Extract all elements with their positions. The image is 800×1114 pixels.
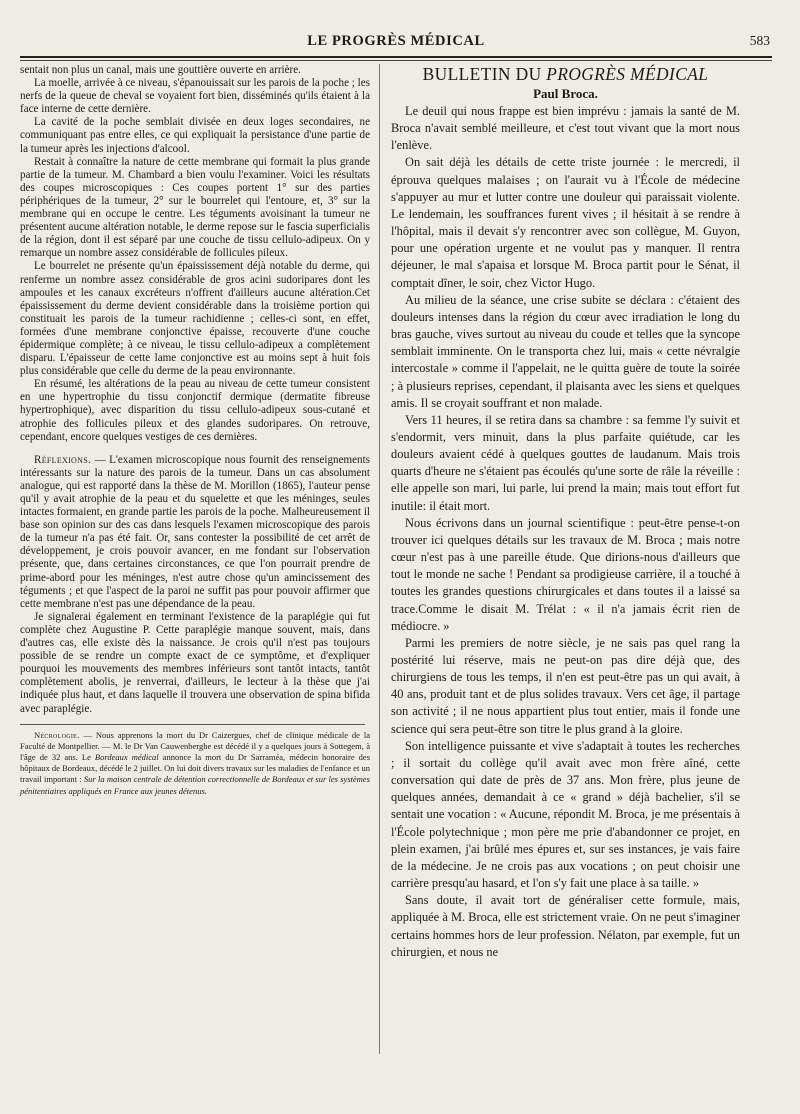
footnote-rule bbox=[20, 724, 365, 725]
column-divider bbox=[379, 64, 380, 1054]
bulletin-prefix: BULLETIN DU bbox=[422, 64, 547, 84]
necrologie-text-1: — Nous apprenons la mort du Dr Caizergues, chef de clinique médicale de la Faculté de Montpellier. — M. le Dr Van Cauwenberghe est décédé il y a quelques jours à Sottegem, à l'âge de 32 ans. Le bbox=[20, 729, 370, 762]
running-title: LE PROGRÈS MÉDICAL bbox=[307, 33, 485, 49]
paragraph: Je signalerai également en terminant l'existence de la paraplégie qui fut complète chez Augustine P. Cette paraplégie manque souvent, mais, dans d'autres cas, elle existe dès la naissance. Je crois qu'il n'est pas toujours possible de se rendre un compte exact de ce symptôme, et d'expliquer pourquoi les mouvements des membres inférieurs sont tantôt intacts, tantôt complètement abolis, je renverrai, d'ailleurs, le lecteur à la thèse que j'ai indiquée plus haut, et dans laquelle il trouvera une observation de spina bifida avec paraplégie. bbox=[20, 610, 370, 715]
header-rule bbox=[20, 56, 772, 61]
necrologie-work: Sur la maison centrale de détention correctionnelle de Bordeaux et sur les systèmes pénitentiaires appliqués en France aux jeunes détenus. bbox=[20, 774, 370, 796]
paragraph: Restait à connaître la nature de cette membrane qui formait la plus grande partie de la tumeur. M. Chambard a bien voulu l'examiner. Voici les résultats des coupes microscopiques : Ces coupes portent 1° sur des parties périphériques de la tumeur, 2° sur le bourrelet qui l'entoure, et, 3° sur la membrane qui en occupe le centre. Les téguments avoisinant la tumeur ne présentent aucune altération notable, le derme repose sur le fascia superficialis de la région, dont il est séparé par une couche de tissu cellulo-adipeux. On y remarque un nombre assez considérable de follicules pileux. bbox=[20, 155, 370, 260]
left-column bbox=[20, 64, 370, 797]
reflexions-label: Réflexions. bbox=[34, 453, 92, 466]
paragraph: Le deuil qui nous frappe est bien imprévu : jamais la santé de M. Broca n'avait semblé meilleure, et c'est tout vivant que la mort nous l'enlève. bbox=[391, 104, 740, 153]
necrologie-journal: Bordeaux médical bbox=[94, 752, 159, 762]
section-gap bbox=[20, 444, 370, 454]
page-number: 583 bbox=[749, 33, 770, 48]
necrologie-note bbox=[20, 730, 370, 797]
necrologie-label: Nécrologie. bbox=[34, 729, 80, 740]
reflexions-paragraph bbox=[20, 454, 370, 611]
right-column bbox=[391, 64, 740, 961]
paragraph: Au milieu de la séance, une crise subite se déclara : c'étaient des douleurs intenses dans la région du cœur avec irradiation le long du bras gauche, vives surtout au niveau du coude et telles que la syncope semblait imminente. On le transporta chez lui, mais « cette névralgie intercostale » comme il l'appelait, ne le quitta guère de toute la soirée ; à plusieurs reprises, cependant, il plaisanta avec les siens et quelques amis. Il se croyait souffrant et non malade. bbox=[391, 292, 740, 410]
paragraph: La cavité de la poche semblait divisée en deux loges secondaires, ne communiquant pas entre elles, ce qui expliquait la persistance d'une partie de la tumeur après les injections d'alcool. bbox=[20, 116, 370, 155]
paragraph: En résumé, les altérations de la peau au niveau de cette tumeur consistent en une hypertrophie du tissu conjonctif dermique (dermatite fibreuse hypertrophique), avec disparition du tissu cellulo-adipeux sous-cutané et atrophie des follicules pileux et des glandes sudoripares. On retrouve, cependant, encore quelques vestiges de ces dernières. bbox=[20, 378, 370, 443]
bulletin-heading bbox=[391, 64, 740, 84]
paragraph: Sans doute, il avait tort de généraliser cette formule, mais, appliquée à M. Broca, elle est strictement vraie. On ne peut s'imaginer certains hommes hors de leur profession. Nélaton, par exemple, fut un chirurgien, et nous ne bbox=[391, 893, 740, 959]
paragraph: La moelle, arrivée à ce niveau, s'épanouissait sur les parois de la poche ; les nerfs de la queue de cheval se voyaient fort bien, disséminés qu'ils étaient à la face interne de cette dernière. bbox=[20, 77, 370, 116]
article-subheading: Paul Broca. bbox=[533, 86, 598, 101]
page-header bbox=[20, 30, 772, 54]
paragraph: On sait déjà les détails de cette triste journée : le mercredi, il éprouva quelques malaises ; on l'aurait vu à l'École de médecine s'appuyer au mur et lutter contre une douleur qui paraissait violente. Le lendemain, les souffrances furent vives ; il hésitait à se rendre à l'hôpital, mais il devait s'y rencontrer avec son collègue, M. Guyon, pour une opération urgente et ne voulut pas y manquer. Il rentra déjeuner, le mal s'apaisa et lorsque M. Broca partit pour le Sénat, il comptait dîner, le soir, chez Victor Hugo. bbox=[391, 155, 740, 290]
bulletin-journal: PROGRÈS MÉDICAL bbox=[546, 64, 709, 84]
necrologie-text-2: annonce la mort du Dr Sarraméa, médecin honoraire des hôpitaux de Bordeaux, décédé le 2 juillet. On lui doit divers travaux sur les maladies de l'enfance et un travail important : bbox=[20, 752, 371, 785]
paragraph: Le bourrelet ne présente qu'un épaississement déjà notable du derme, qui renferme un nombre assez considérable de gros acini sudoripares dont les ampoules et les canaux excréteurs n'offrent d'ailleurs aucune altération.Cet épaississement du derme devient considérable dans la troisième portion qui constituait les parois de la tumeur rachidienne ; celles-ci sont, en effet, formées d'une membrane conjonctive épaisse, recouverte d'une couche épidermique complète; à ce niveau, le tissu cellulo-adipeux a complètement disparu. L'épaisseur de cette lame conjonctive est au moins sept à huit fois plus considérable que celle du derme de la peau environnante. bbox=[20, 260, 370, 378]
paragraph: sentait non plus un canal, mais une gouttière ouverte en arrière. bbox=[20, 64, 301, 76]
paragraph: Son intelligence puissante et vive s'adaptait à toutes les recherches ; il sortait du collège qu'il avait avec mon frère aîné, cette conversation qui date de près de 37 ans. Mon frère, plus jeune de quelques années, demandait à ce « grand » déjà bachelier, s'il se sentait une vocation : « Aucune, répondit M. Broca, je me présentais à l'École polytechnique ; mon père me prie d'abandonner ce projet, en plein examen, j'ai brûlé mes épures et, sur ses instances, je vais faire de la médecine. Je ne crois pas aux vocations ; on peut choisir une carrière presqu'au hasard, et l'on s'y fait une place à sa taille. » bbox=[391, 738, 740, 891]
reflexions-text: — L'examen microscopique nous fournit des renseignements intéressants sur la nature des parois de la tumeur. Dans un cas absolument analogue, qui est rapporté dans la thèse de M. Morillon (1865), l'auteur pense qu'il y avait atrophie de la peau et du squelette et que les méninges, seules intactes formaient, en grande partie les parois de la poche. Malheureusement il base son opinion sur des cas dans lesquels l'examen microscopique des parois de la tumeur n'a pas été fait. Or, sans contester la possibilité de cet arrêt de développement, je crois pouvoir avancer, en me fondant sur l'observation présente, que, dans certaines circonstances, ce que l'on pourrait prendre de prime-abord pour les méninges, n'est autre chose qu'un amincissement des téguments ; et que l'aspect de la paroi ne suffit pas pour pouvoir affirmer que cette membrane n'est pas une dépendance de la peau. bbox=[20, 453, 370, 610]
paragraph: Parmi les premiers de notre siècle, je ne sais pas quel rang la postérité lui réserve, mais ne peut-on pas dire déjà que, des chirurgiens de tous les temps, il n'en est peut-être pas un qui avait, à 40 ans, produit tant et de plus solides travaux. Vers cet âge, il partage son activité ; il ne nous appartient plus tout entier, mais il fonde une science qui sera peut-être son titre le plus grand à la gloire. bbox=[391, 635, 740, 736]
paragraph: Nous écrivons dans un journal scientifique : peut-être pense-t-on trouver ici quelques détails sur les travaux de M. Broca ; mais notre cœur n'est pas à une pareille étude. Que dirions-nous d'ailleurs que tout le monde ne sache ! Pendant sa prodigieuse carrière, il a touché à toutes les grandes questions chirurgicales et dans toutes il a laissé sa trace.Comme le disait M. Trélat : « il n'a jamais écrit rien de médiocre. » bbox=[391, 515, 740, 633]
paragraph: Vers 11 heures, il se retira dans sa chambre : sa femme l'y suivit et s'endormit, vers minuit, dans la plus parfaite quiétude, car les douleurs avaient cédé à quelques gouttes de laudanum. Mais trois quarts d'heure ne s'étaient pas écoulés qu'une sorte de râle la réveille : elle appelle son mari, lui parle, lui prend la main; mais tout effort fut inutile: il était mort. bbox=[391, 412, 740, 513]
